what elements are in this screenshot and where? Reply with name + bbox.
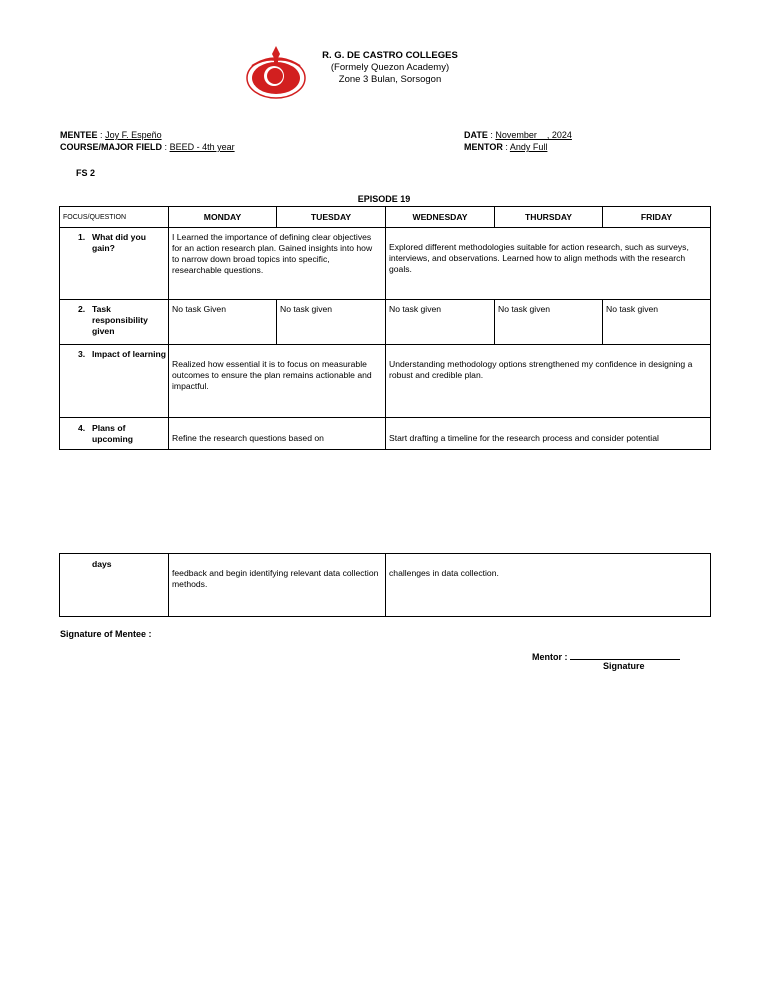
table-row — [60, 418, 711, 450]
course-label: COURSE/MAJOR FIELD — [60, 142, 163, 152]
question-text: Impact of learning — [92, 349, 167, 359]
question-text: Plans of upcoming — [92, 423, 134, 444]
mon-tue-cell: I Learned the importance of defining clear objectives for an action research plan. Gained insights into how to narrow down broad topics into specific, researchable questions. — [169, 228, 386, 300]
date-value: November , 2024 — [495, 130, 572, 140]
fs-label: FS 2 — [76, 168, 96, 178]
mon-tue-cell: Refine the research questions based on — [169, 418, 386, 450]
question-continuation: days — [60, 554, 169, 617]
day-header: MONDAY — [169, 207, 277, 228]
table-row — [60, 345, 711, 418]
school-former-name: (Formely Quezon Academy) — [330, 62, 450, 73]
date-label: DATE — [464, 130, 488, 140]
course-value: BEED - 4th year — [169, 142, 235, 152]
day-header: THURSDAY — [495, 207, 603, 228]
question-text: What did you gain? — [92, 232, 146, 253]
question-cell — [60, 345, 169, 418]
wed-fri-cell: challenges in data collection. — [386, 554, 711, 617]
day-header: WEDNESDAY — [386, 207, 495, 228]
table-row — [60, 228, 711, 300]
question-number: 4. — [78, 423, 86, 433]
continuation-table — [59, 553, 711, 617]
wed-fri-cell: Explored different methodologies suitable for action research, such as surveys, interviews, and observations. Learned how to align methods with the research goals. — [386, 228, 711, 300]
mentee-signature-label: Signature of Mentee : — [60, 629, 152, 639]
wed-fri-cell: Start drafting a timeline for the research process and consider potential — [386, 418, 711, 450]
wed-fri-cell: Understanding methodology options strengthened my confidence in designing a robust and credible plan. — [386, 345, 711, 418]
question-cell — [60, 418, 169, 450]
signature-line — [570, 650, 680, 660]
course-line — [60, 141, 235, 153]
mentee-sep: : — [100, 130, 103, 140]
mentee-value: Joy F. Espeño — [105, 130, 162, 140]
tuesday-cell: No task given — [277, 300, 386, 345]
college-logo — [244, 44, 308, 100]
question-number: 2. — [78, 304, 86, 314]
mentee-label: MENTEE — [60, 130, 98, 140]
focus-header: FOCUS/QUESTION — [60, 207, 169, 228]
thursday-cell: No task given — [495, 300, 603, 345]
school-header — [300, 50, 480, 86]
mentor-sep: : — [505, 142, 508, 152]
signature-caption: Signature — [603, 661, 645, 671]
mentor-value: Andy Full — [509, 142, 548, 152]
date-line — [464, 129, 572, 141]
day-header: FRIDAY — [603, 207, 711, 228]
table-row — [60, 554, 711, 617]
mentee-line — [60, 129, 162, 141]
table-header-row — [60, 207, 711, 228]
monday-cell: No task Given — [169, 300, 277, 345]
friday-cell: No task given — [603, 300, 711, 345]
date-sep: : — [490, 130, 493, 140]
mentor-line — [464, 141, 547, 153]
question-text: Task responsibility given — [92, 304, 148, 336]
mon-tue-cell: Realized how essential it is to focus on measurable outcomes to ensure the plan remains actionable and impactful. — [169, 345, 386, 418]
mentor-signature-label: Mentor : — [532, 652, 568, 662]
question-cell — [60, 300, 169, 345]
table-row — [60, 300, 711, 345]
mon-tue-cell: feedback and begin identifying relevant data collection methods. — [169, 554, 386, 617]
school-name: R. G. DE CASTRO COLLEGES — [322, 50, 458, 61]
reflection-table — [59, 206, 711, 450]
question-number: 3. — [78, 349, 86, 359]
mentor-label: MENTOR — [464, 142, 503, 152]
course-sep: : — [164, 142, 168, 152]
question-cell — [60, 228, 169, 300]
day-header: TUESDAY — [277, 207, 386, 228]
wednesday-cell: No task given — [386, 300, 495, 345]
question-number: 1. — [78, 232, 86, 242]
school-address: Zone 3 Bulan, Sorsogon — [338, 74, 442, 85]
episode-title: EPISODE 19 — [357, 194, 411, 204]
